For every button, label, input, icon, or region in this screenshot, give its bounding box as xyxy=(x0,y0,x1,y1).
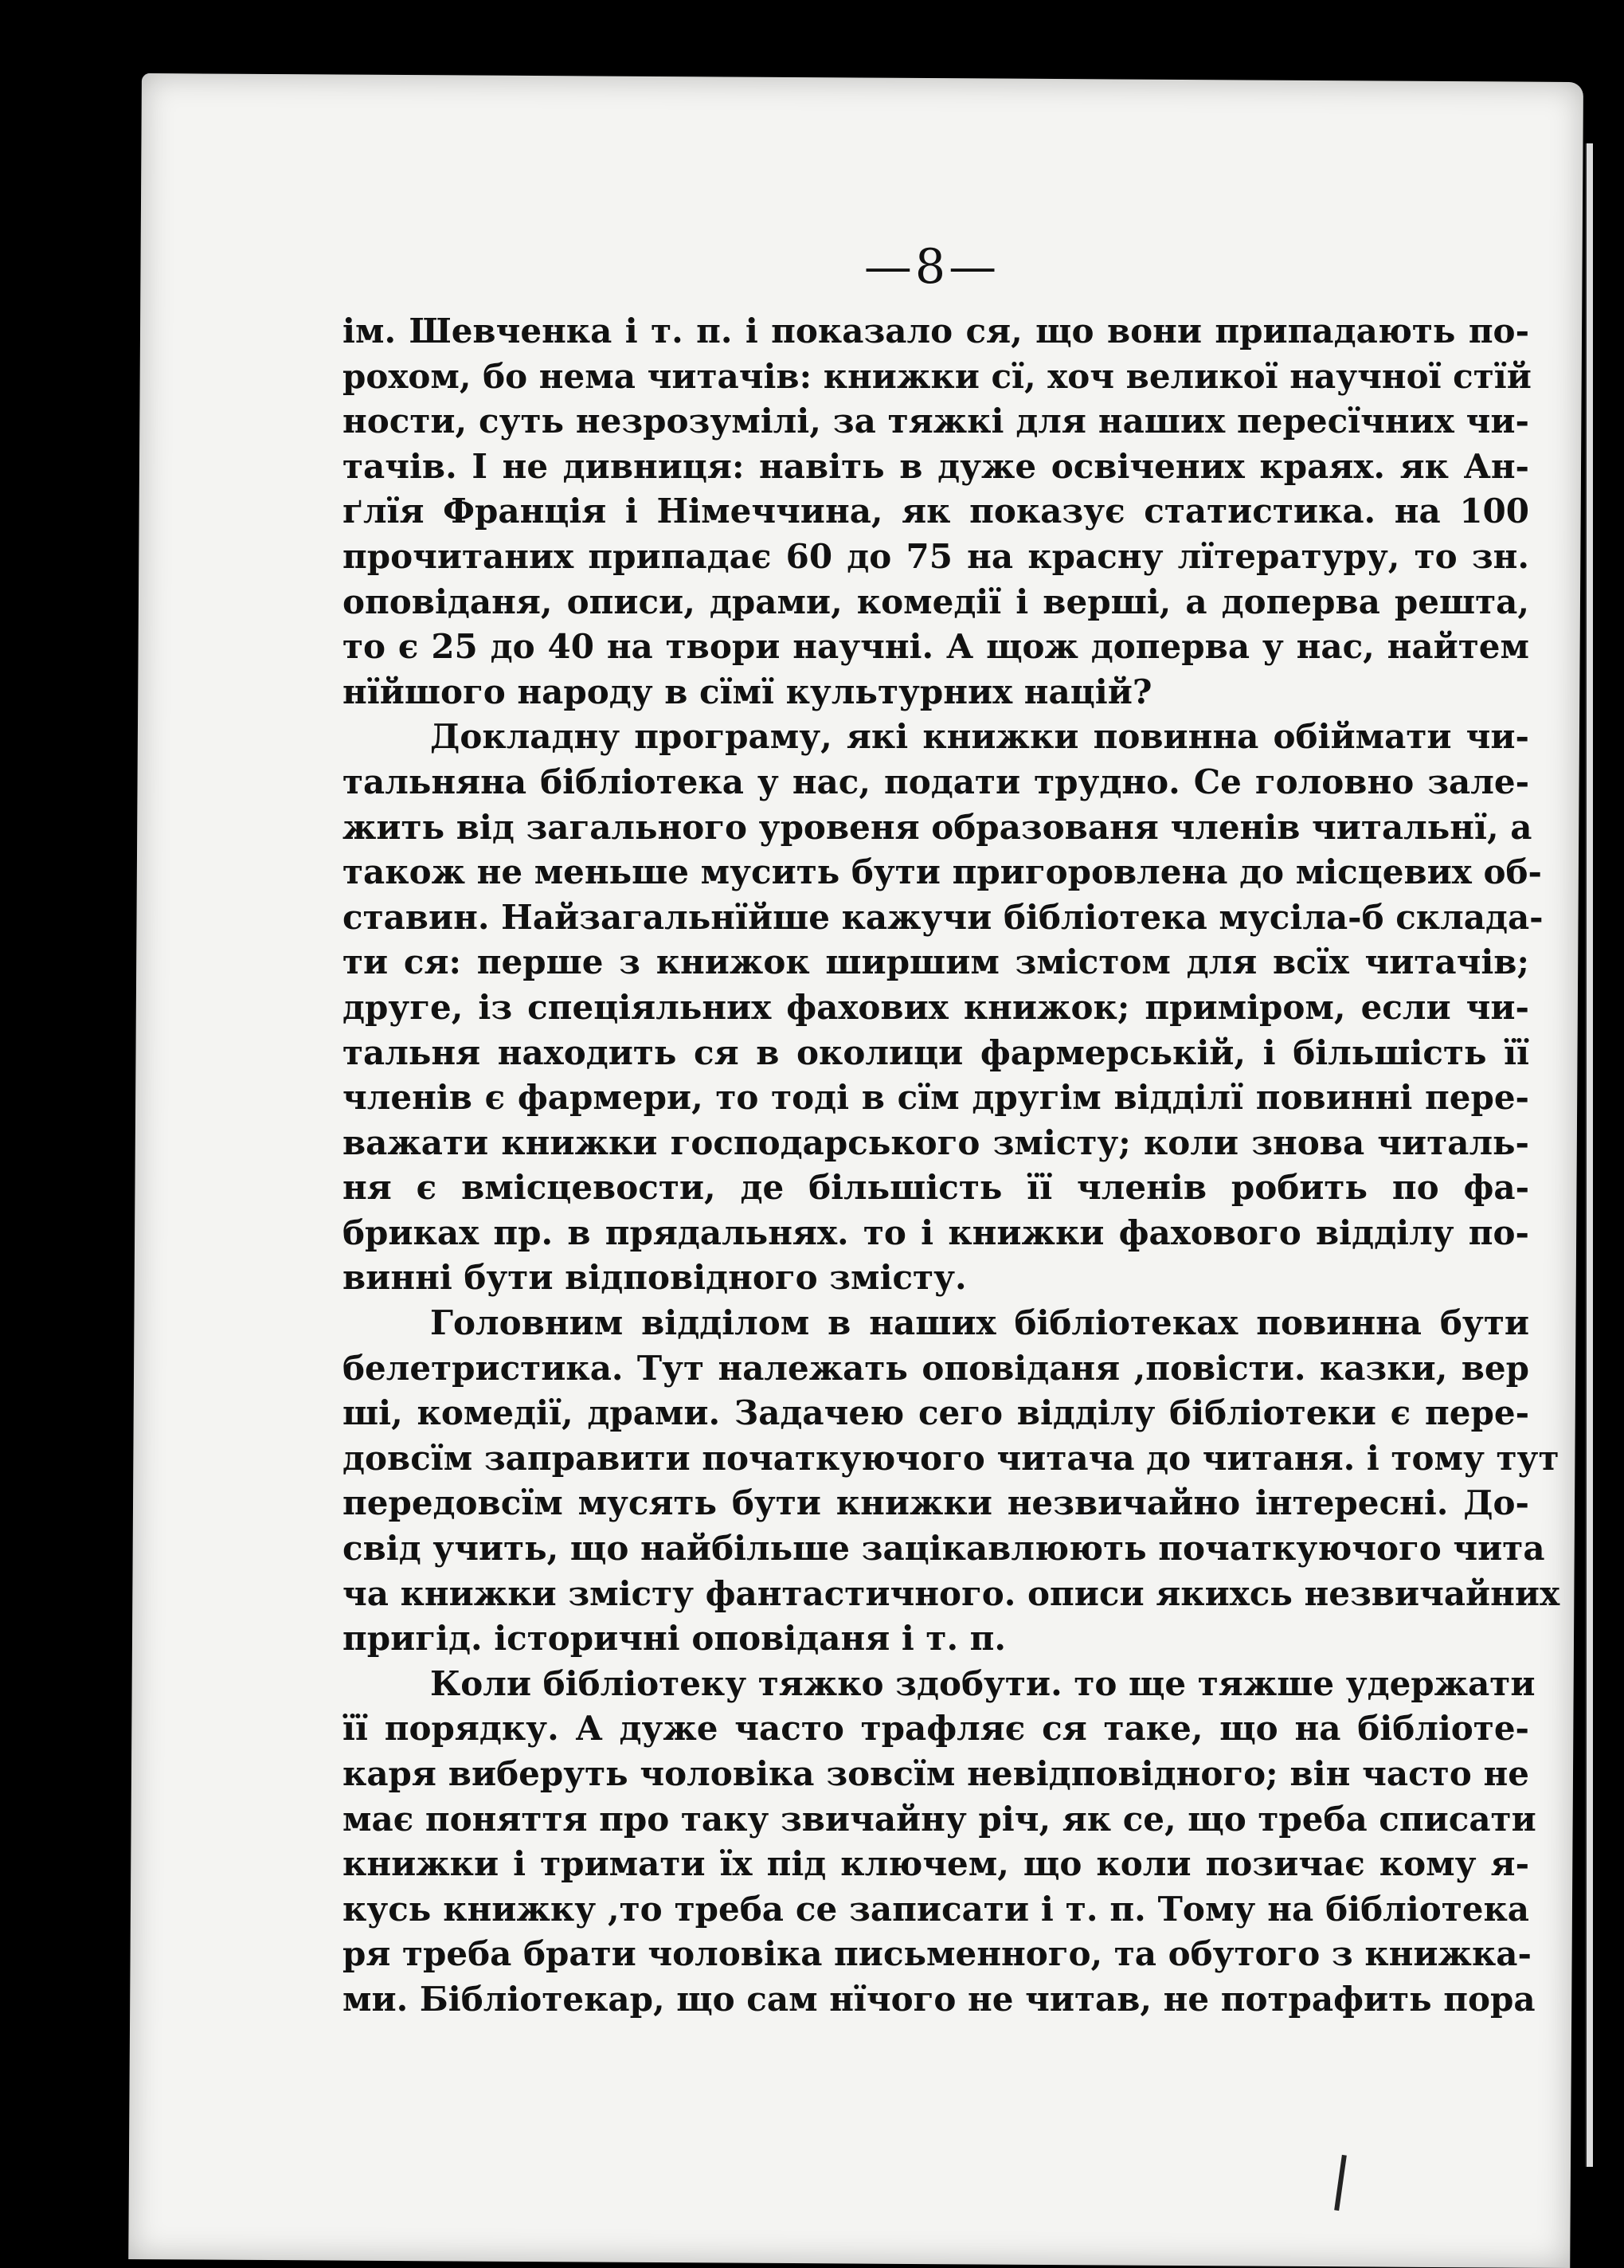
paragraph-4 xyxy=(342,1662,1536,2023)
text-line: рохом, бо нема читачів: книжки сї, хоч великої научної стїй xyxy=(342,356,1532,396)
text-line: белетристика. Тут належать оповіданя ,повісти. казки, вер xyxy=(342,1348,1529,1388)
text-line: ча книжки змісту фантастичного. описи якихсь незвичайних xyxy=(342,1573,1560,1613)
text-line: Головним відділом в наших бібліотеках повинна бути xyxy=(430,1303,1529,1343)
page-text xyxy=(342,309,1560,2023)
text-line: передовсїм мусять бути книжки незвичайно інтересні. До- xyxy=(342,1483,1529,1523)
text-line: Докладну програму, які книжки повинна обіймати чи- xyxy=(430,717,1529,757)
text-line: також не меньше мусить бути пригоровлена до місцевих об- xyxy=(342,852,1542,892)
text-line: друге, із спеціяльних фахових книжок; приміром, если чи- xyxy=(342,987,1529,1027)
page-edge-right xyxy=(1585,143,1593,2167)
text-line: бриках пр. в прядальнях. то і книжки фахового відділу по- xyxy=(342,1212,1529,1252)
text-line: винні бути відповідного змісту. xyxy=(342,1258,967,1298)
text-line: прочитаних припадає 60 до 75 на красну лїтературу, то зн. xyxy=(342,536,1529,576)
text-line: каря виберуть чоловіка зовсїм невідповідного; він часто не xyxy=(342,1754,1529,1793)
text-line: ім. Шевченка і т. п. і показало ся, що вони припадають по- xyxy=(342,311,1529,351)
text-line: пригід. історичні оповіданя і т. п. xyxy=(342,1619,1007,1659)
text-line: тальняна бібліотека у нас, подати трудно. Се головно зале- xyxy=(342,762,1529,801)
text-line: має поняття про таку звичайну річ, як се, що треба списати xyxy=(342,1799,1536,1839)
text-line: тальня находить ся в околици фармерській, і більшість її xyxy=(342,1032,1529,1072)
text-line: ставин. Найзагальнїйше кажучи бібліотека мусіла-б склада- xyxy=(342,897,1544,937)
text-line: нїйшого народу в сїмї культурних націй? xyxy=(342,672,1152,711)
text-line: ти ся: перше з книжок ширшим змістом для всїх читачів; xyxy=(342,942,1529,982)
text-line: свід учить, що найбільше зацікавлюють початкуючого чита xyxy=(342,1529,1545,1569)
text-line: ґлїя Франція і Німеччина, як показує статистика. на 100 xyxy=(342,492,1529,531)
text-line: ші, комедії, драми. Задачею сего відділу бібліотеки є пере- xyxy=(342,1393,1529,1433)
text-line: ми. Бібліотекар, що сам нїчого не читав, не потрафить пора xyxy=(342,1979,1536,2019)
paragraph-2 xyxy=(342,715,1544,1301)
paragraph-1 xyxy=(342,309,1532,715)
text-line: ря треба брати чоловіка письменного, та обутого з книжка- xyxy=(342,1934,1532,1974)
paragraph-3 xyxy=(342,1301,1560,1662)
text-line: книжки і тримати їх під ключем, що коли позичає кому я- xyxy=(342,1844,1529,1884)
text-line: довсїм заправити початкуючого читача до читаня. і тому тут xyxy=(342,1438,1559,1478)
text-line: важати книжки господарського змісту; коли знова читаль- xyxy=(342,1122,1529,1162)
text-line: Коли бібліотеку тяжко здобути. то ще тяжше удержати xyxy=(430,1663,1536,1703)
text-line: членів є фармери, то тоді в сїм другім відділї повинні пере- xyxy=(342,1078,1529,1118)
text-line: її порядку. А дуже часто трафляє ся таке, що на бібліоте- xyxy=(342,1709,1529,1749)
text-line: тачів. І не дивниця: навіть в дуже освічених краях. як Ан- xyxy=(342,446,1529,486)
text-line: ности, суть незрозумілі, за тяжкі для наших пересїчних чи- xyxy=(342,402,1529,441)
text-line: жить від загального уровеня образованя членів читальнї, а xyxy=(342,807,1532,847)
page-number: —8— xyxy=(863,239,1000,295)
text-line: оповіданя, описи, драми, комедії і верші, а доперва решта, xyxy=(342,582,1529,621)
text-line: ня є вмісцевости, де більшість її членів робить по фа- xyxy=(342,1168,1529,1208)
text-line: то є 25 до 40 на твори научні. А щож доперва у нас, найтем xyxy=(342,627,1529,667)
text-line: кусь книжку ,то треба се записати і т. п. Тому на бібліотека xyxy=(342,1889,1529,1929)
